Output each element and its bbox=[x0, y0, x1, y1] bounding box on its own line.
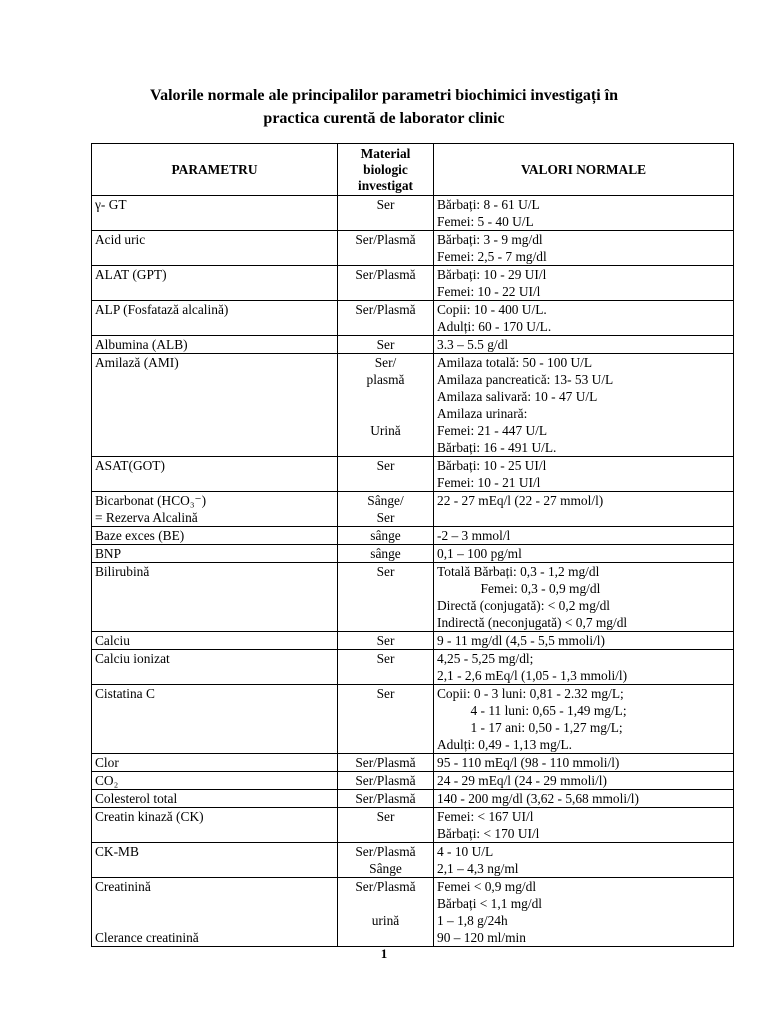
values-cell bbox=[434, 545, 734, 563]
header-material-line: investigat bbox=[357, 177, 414, 193]
values-cell-line: Femei: 5 - 40 U/L bbox=[437, 214, 534, 229]
values-cell bbox=[434, 527, 734, 545]
material-cell bbox=[338, 650, 434, 685]
table-row bbox=[92, 231, 734, 266]
table-row bbox=[92, 843, 734, 878]
values-cell-line: Bărbați: 3 - 9 mg/dl bbox=[437, 232, 543, 247]
values-cell-line: Bărbați: < 170 UI/l bbox=[437, 826, 540, 841]
parameter-cell bbox=[92, 492, 338, 527]
header-values: VALORI NORMALE bbox=[434, 144, 734, 196]
table-row bbox=[92, 527, 734, 545]
material-cell-line: Sânge/ bbox=[367, 493, 404, 508]
material-cell bbox=[338, 545, 434, 563]
material-cell bbox=[338, 196, 434, 231]
material-cell bbox=[338, 336, 434, 354]
values-cell-line: Copii: 10 - 400 U/L. bbox=[437, 302, 547, 317]
values-cell-line: Amilaza salivară: 10 - 47 U/L bbox=[437, 389, 598, 404]
material-cell-line: Ser bbox=[376, 197, 395, 212]
values-cell-line: Adulți: 0,49 - 1,13 mg/L. bbox=[437, 737, 573, 752]
values-cell-line: 140 - 200 mg/dl (3,62 - 5,68 mmoli/l) bbox=[437, 791, 639, 806]
material-cell bbox=[338, 843, 434, 878]
parameter-cell-line: ASAT(GOT) bbox=[95, 458, 165, 473]
material-cell bbox=[338, 685, 434, 754]
table-row bbox=[92, 492, 734, 527]
material-cell-line: urină bbox=[371, 913, 400, 928]
parameter-cell-line: Clerance creatinină bbox=[95, 930, 199, 945]
values-cell bbox=[434, 492, 734, 527]
values-cell-line: Femei: < 167 UI/l bbox=[437, 809, 534, 824]
values-cell-line: 22 - 27 mEq/l (22 - 27 mmol/l) bbox=[437, 493, 604, 508]
values-cell-line: Directă (conjugată): < 0,2 mg/dl bbox=[437, 598, 611, 613]
values-cell bbox=[434, 790, 734, 808]
values-cell-line: 1 – 1,8 g/24h bbox=[437, 913, 508, 928]
material-cell bbox=[338, 754, 434, 772]
parameter-cell-line: ALAT (GPT) bbox=[95, 267, 167, 282]
values-cell-line: 4 - 11 luni: 0,65 - 1,49 mg/L; bbox=[437, 703, 627, 718]
values-cell bbox=[434, 231, 734, 266]
material-cell bbox=[338, 301, 434, 336]
table-row bbox=[92, 266, 734, 301]
values-cell-line: Femei: 0,3 - 0,9 mg/dl bbox=[437, 581, 601, 596]
material-cell bbox=[338, 878, 434, 947]
material-cell bbox=[338, 808, 434, 843]
parameter-cell-line: Clor bbox=[95, 755, 119, 770]
values-cell bbox=[434, 336, 734, 354]
values-cell-line: Bărbați: 16 - 491 U/L. bbox=[437, 440, 557, 455]
parameter-cell bbox=[92, 632, 338, 650]
material-cell-line: Ser/Plasmă bbox=[355, 302, 416, 317]
document-title bbox=[0, 84, 768, 130]
material-cell-line bbox=[341, 929, 430, 946]
material-cell-line: Ser bbox=[376, 337, 395, 352]
table-row bbox=[92, 301, 734, 336]
values-cell-line: 4 - 10 U/L bbox=[437, 844, 494, 859]
parameter-cell bbox=[92, 527, 338, 545]
material-cell-line: Ser bbox=[376, 686, 395, 701]
values-cell-line: Amilaza pancreatică: 13- 53 U/L bbox=[437, 372, 614, 387]
values-cell-line: 1 - 17 ani: 0,50 - 1,27 mg/L; bbox=[437, 720, 623, 735]
material-cell-line bbox=[341, 895, 430, 912]
material-cell-line bbox=[341, 388, 430, 405]
parameter-cell bbox=[92, 772, 338, 790]
values-cell-line: Bărbați: 8 - 61 U/L bbox=[437, 197, 540, 212]
values-cell-line: Femei: 21 - 447 U/L bbox=[437, 423, 548, 438]
table-row bbox=[92, 754, 734, 772]
values-cell-line: Bărbați: 10 - 29 UI/l bbox=[437, 267, 547, 282]
title-line-1: Valorile normale ale principalilor parametri biochimici investigați în bbox=[150, 87, 618, 104]
parameter-cell bbox=[92, 231, 338, 266]
values-cell-line: Adulți: 60 - 170 U/L. bbox=[437, 319, 552, 334]
values-cell bbox=[434, 650, 734, 685]
values-cell-line: Femei < 0,9 mg/dl bbox=[437, 879, 537, 894]
values-cell bbox=[434, 196, 734, 231]
values-cell-line: 0,1 – 100 pg/ml bbox=[437, 546, 522, 561]
values-cell-line: 2,1 - 2,6 mEq/l (1,05 - 1,3 mmoli/l) bbox=[437, 668, 628, 683]
table-row bbox=[92, 457, 734, 492]
parameter-cell bbox=[92, 650, 338, 685]
parameter-cell-line bbox=[95, 895, 334, 912]
parameter-cell bbox=[92, 266, 338, 301]
table-row bbox=[92, 545, 734, 563]
parameter-cell bbox=[92, 878, 338, 947]
material-cell bbox=[338, 266, 434, 301]
material-cell-line: Ser/Plasmă bbox=[355, 232, 416, 247]
values-cell-line: Amilaza totală: 50 - 100 U/L bbox=[437, 355, 593, 370]
material-cell-line: Ser bbox=[376, 651, 395, 666]
material-cell-line: Urină bbox=[370, 423, 401, 438]
table-row bbox=[92, 685, 734, 754]
parameter-cell bbox=[92, 563, 338, 632]
values-cell-line: Bărbați < 1,1 mg/dl bbox=[437, 896, 542, 911]
material-cell bbox=[338, 527, 434, 545]
values-cell-line: 3.3 – 5.5 g/dl bbox=[437, 337, 509, 352]
parameter-cell bbox=[92, 843, 338, 878]
material-cell-line: plasmă bbox=[366, 372, 405, 387]
page-number: 1 bbox=[380, 946, 388, 961]
parameter-cell bbox=[92, 545, 338, 563]
values-cell bbox=[434, 563, 734, 632]
table-body bbox=[92, 196, 734, 947]
material-cell-line: Ser/ bbox=[374, 355, 397, 370]
material-cell-line: Ser/Plasmă bbox=[355, 755, 416, 770]
parameter-cell bbox=[92, 808, 338, 843]
header-material-line: Material bbox=[360, 145, 411, 161]
values-cell-line: 9 - 11 mg/dl (4,5 - 5,5 mmoli/l) bbox=[437, 633, 605, 648]
parameter-cell-line: = Rezerva Alcalină bbox=[95, 510, 198, 525]
table-row bbox=[92, 354, 734, 457]
table-row bbox=[92, 878, 734, 947]
table-row bbox=[92, 196, 734, 231]
material-cell bbox=[338, 563, 434, 632]
material-cell bbox=[338, 492, 434, 527]
values-cell-line: 4,25 - 5,25 mg/dl; bbox=[437, 651, 534, 666]
values-cell bbox=[434, 808, 734, 843]
table-row bbox=[92, 632, 734, 650]
parameter-cell bbox=[92, 457, 338, 492]
parameter-cell bbox=[92, 196, 338, 231]
values-cell bbox=[434, 878, 734, 947]
parameter-cell-line: Bicarbonat (HCO₃⁻) bbox=[95, 493, 207, 508]
material-cell-line: Ser/Plasmă bbox=[355, 791, 416, 806]
values-cell-line: 24 - 29 mEq/l (24 - 29 mmoli/l) bbox=[437, 773, 607, 788]
header-material bbox=[338, 144, 434, 196]
values-cell bbox=[434, 266, 734, 301]
parameter-cell-line: Colesterol total bbox=[95, 791, 178, 806]
parameter-cell-line bbox=[95, 912, 334, 929]
values-cell-line: -2 – 3 mmol/l bbox=[437, 528, 511, 543]
values-cell bbox=[434, 685, 734, 754]
parameter-cell-line: CK-MB bbox=[95, 844, 139, 859]
parameter-cell bbox=[92, 754, 338, 772]
material-cell-line: Ser bbox=[376, 564, 395, 579]
table-row bbox=[92, 808, 734, 843]
parameter-cell-line: Amilază (AMI) bbox=[95, 355, 179, 370]
values-cell bbox=[434, 754, 734, 772]
parameter-cell-line: γ- GT bbox=[95, 197, 127, 212]
header-material-line: biologic bbox=[363, 161, 408, 177]
values-cell-line: Bărbați: 10 - 25 UI/l bbox=[437, 458, 547, 473]
table-row bbox=[92, 650, 734, 685]
parameter-cell bbox=[92, 790, 338, 808]
material-cell-line: sânge bbox=[370, 528, 401, 543]
parameter-cell-line: Calciu bbox=[95, 633, 130, 648]
parameter-cell-line: CO₂ bbox=[95, 773, 119, 788]
header-parameter: PARAMETRU bbox=[92, 144, 338, 196]
values-cell-line: 2,1 – 4,3 ng/ml bbox=[437, 861, 519, 876]
material-cell-line: Ser bbox=[376, 510, 395, 525]
values-cell-line: Femei: 10 - 21 UI/l bbox=[437, 475, 541, 490]
table-row bbox=[92, 563, 734, 632]
material-cell-line: Sânge bbox=[369, 861, 402, 876]
table-row bbox=[92, 772, 734, 790]
parameter-cell-line: Creatin kinază (CK) bbox=[95, 809, 204, 824]
parameter-cell-line: Bilirubină bbox=[95, 564, 150, 579]
material-cell-line: Ser/Plasmă bbox=[355, 267, 416, 282]
parameter-cell bbox=[92, 301, 338, 336]
material-cell-line: Ser/Plasmă bbox=[355, 879, 416, 894]
parameter-cell-line: Baze exces (BE) bbox=[95, 528, 185, 543]
values-cell bbox=[434, 354, 734, 457]
material-cell-line: Ser bbox=[376, 458, 395, 473]
material-cell bbox=[338, 772, 434, 790]
parameter-cell-line: Creatinină bbox=[95, 879, 151, 894]
values-cell-line: Femei: 10 - 22 UI/l bbox=[437, 284, 541, 299]
parameter-cell bbox=[92, 354, 338, 457]
values-cell-line: Femei: 2,5 - 7 mg/dl bbox=[437, 249, 547, 264]
parameter-cell bbox=[92, 685, 338, 754]
material-cell bbox=[338, 231, 434, 266]
table-row bbox=[92, 790, 734, 808]
values-cell-line: Copii: 0 - 3 luni: 0,81 - 2.32 mg/L; bbox=[437, 686, 624, 701]
material-cell bbox=[338, 632, 434, 650]
material-cell-line: Ser bbox=[376, 633, 395, 648]
parameter-cell-line: Albumina (ALB) bbox=[95, 337, 188, 352]
material-cell-line bbox=[341, 405, 430, 422]
parameter-cell-line: ALP (Fosfatază alcalină) bbox=[95, 302, 229, 317]
parameters-table bbox=[91, 143, 734, 947]
material-cell bbox=[338, 354, 434, 457]
values-cell-line: 90 – 120 ml/min bbox=[437, 930, 526, 945]
values-cell bbox=[434, 772, 734, 790]
parameter-cell-line: Cistatina C bbox=[95, 686, 155, 701]
values-cell-line: Indirectă (neconjugată) < 0,7 mg/dl bbox=[437, 615, 628, 630]
values-cell-line: 95 - 110 mEq/l (98 - 110 mmoli/l) bbox=[437, 755, 620, 770]
values-cell-line: Totală Bărbați: 0,3 - 1,2 mg/dl bbox=[437, 564, 600, 579]
material-cell bbox=[338, 457, 434, 492]
material-cell-line: Ser bbox=[376, 809, 395, 824]
parameter-cell-line: Acid uric bbox=[95, 232, 146, 247]
values-cell bbox=[434, 457, 734, 492]
table-header-row bbox=[92, 144, 734, 196]
material-cell bbox=[338, 790, 434, 808]
material-cell-line: Ser/Plasmă bbox=[355, 844, 416, 859]
material-cell-line: Ser/Plasmă bbox=[355, 773, 416, 788]
parameter-cell-line: Calciu ionizat bbox=[95, 651, 170, 666]
table-row bbox=[92, 336, 734, 354]
material-cell-line: sânge bbox=[370, 546, 401, 561]
values-cell-line: Amilaza urinară: bbox=[437, 406, 528, 421]
title-line-2: practica curentă de laborator clinic bbox=[263, 110, 505, 127]
values-cell bbox=[434, 843, 734, 878]
parameter-cell-line: BNP bbox=[95, 546, 122, 561]
values-cell bbox=[434, 301, 734, 336]
parameter-cell bbox=[92, 336, 338, 354]
values-cell bbox=[434, 632, 734, 650]
